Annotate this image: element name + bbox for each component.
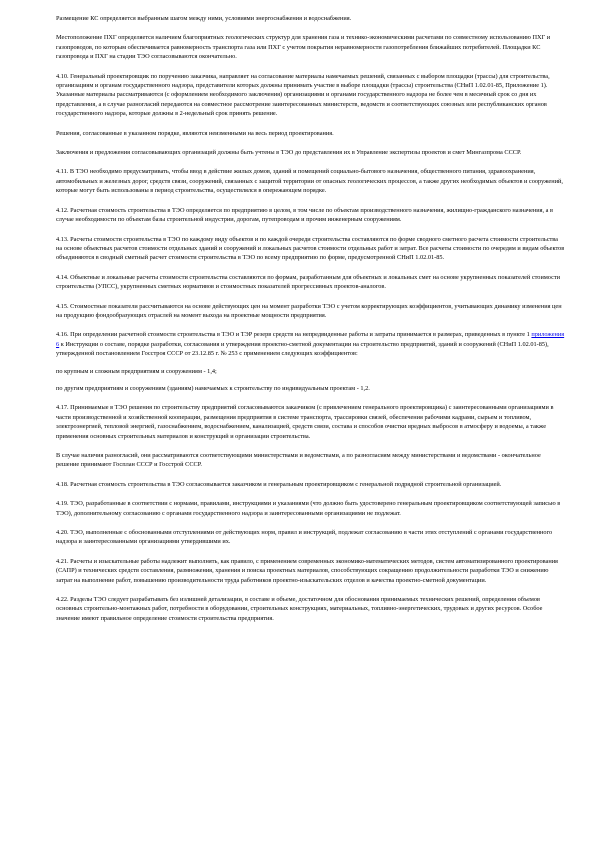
paragraph-decisions: Решения, согласованные в указанном порядке, являются неизменными на весь период проектирования. [56, 129, 334, 137]
paragraph-disagreements: В случае наличия разногласий, они рассматриваются соответствующими министерствами и ведомствами, а по разногласиям между министерствами и ведомствами - окончательное решение принимают Госплан СССР и Госстрой СССР. [56, 452, 541, 469]
paragraph-4-21: 4.21. Расчеты и изыскательные работы надлежит выполнять, как правило, с применением современных экономико-математических методов, систем автоматизированного проектирования (САПР) и технических средств составления, размножения, хранения и поиска проектных материалов, способствующих сокращению продолжительности разработки ТЭО и снижению затрат на выполнение работ, повышению производительности труда работников проектно-изыскательских отделов и качества проектно-сметной документации. [56, 557, 558, 584]
appendix-6-link[interactable]: приложения 6 [56, 331, 565, 348]
paragraph-conclusions: Заключения и предложения согласовывающих организаций должны быть учтены в ТЭО до представления их в Управление экспертизы проектов и смет Мингазпрома СССР. [56, 149, 522, 157]
paragraph-1: Размещение КС определяется выбранным шагом между ними, условиями энергоснабжения и водоснабжения. [56, 15, 352, 22]
paragraph-4-18: 4.18. Расчетная стоимость строительства в ТЭО согласовывается заказчиком и генеральным проектировщиком с генеральной подрядной строительной организацией. [56, 480, 502, 488]
paragraph-4-10: 4.10. Генеральный проектировщик по поручению заказчика, направляет на согласование материалы намечаемых решений, связанных с выбором площадки (трассы) для строительства, организациям и органам государственного надзора, представители которых должны принимать участие в выборе площадки (трассы) строительства (СНиП 1.02.01-85, Приложение 1). Указанные материалы рассматриваются (с оформлением необходимого заключения) организациями и органами государственного надзора не более чем в месячный срок со дня их представления, а в случае разногласий передаются на совместное рассмотрение заинтересованных министерств, ведомств и соответствующих союзных или республиканских органов государственного надзора, которые должны в 2-недельный срок принять решение. [56, 72, 550, 118]
paragraph-4-20: 4.20. ТЭО, выполненные с обоснованными отступлениями от действующих норм, правил и инструкций, подлежат согласованию в части этих отступлений с органами государственного надзора и заинтересованными организациями утвердившими их. [56, 529, 553, 546]
paragraph-4-17: 4.17. Принимаемые в ТЭО решения по строительству предприятий согласовываются заказчиком (с привлечением генерального проектировщика) с заинтересованными организациями в части производственной и хозяйственной кооперации, размещения предприятия в системе транспорта, трассировки связей, обеспечения рабочими кадрами, сырьем и топливом, электроэнергией, тепловой энергией, газоснабжением, водоснабжением, канализацией, средств связи, состава и способов очистки вредных выбросов в атмосферу и водоемы, а также применения основных строительных материалов и конструкций и организации строительства. [56, 404, 554, 440]
paragraph-4-19: 4.19. ТЭО, разработанные в соответствии с нормами, правилами, инструкциями и указаниями (что должно быть удостоверено генеральным проектировщиком соответствующей записью в ТЭО), дополнительному согласованию с органами государственного надзора и заинтересованными организациями не подлежат. [56, 500, 561, 517]
paragraph-2: Местоположение ПХГ определяется наличием благоприятных геологических структур для хранения газа и технико-экономическими расчетами по совместному использованию ПХГ и газопроводов, по которым обеспечивается равномерность транспорта газа или ПХГ с учетом покрытия неравномерности газопотребления ближайших потребителей. Площадки КС газопровода и ПХГ на стадии ТЭО согласовываются окончательно. [56, 34, 551, 61]
paragraph-4-13: 4.13. Расчеты стоимости строительства в ТЭО по каждому виду объектов и по каждой очереди строительства составляются по форме сводного сметного расчета стоимости строительства на основе объектных расчетов стоимости отдельных зданий и сооружений и локальных расчетов стоимости отдельных работ и затрат. Все расчеты стоимости по очередям и видам объектов объединяются в сводный сметный расчет стоимости строительства в ТЭО по всему предприятию по форме, предусмотренной СНиП 1.02.01-85. [56, 235, 565, 262]
paragraph-4-14: 4.14. Объектные и локальные расчеты стоимости строительства составляются по формам, разработанным для объектных и локальных смет на основе укрупненных показателей стоимости строительства (УПСС), укрупненных сметных нормативов и стоимостных показателей прогрессивных проектов-аналогов. [56, 273, 561, 291]
paragraph-coef-1: по крупным и сложным предприятиям и сооружениям - 1,4; [56, 367, 217, 375]
paragraph-4-12: 4.12. Расчетная стоимость строительства в ТЭО определяется по предприятию в целом, в том числе по объектам производственного назначения, жилищно-гражданского назначения, а в случае необходимости по объектам базы строительной индустрии, дорогам, путепроводам и прочим инженерным сооружениям. [56, 206, 554, 224]
paragraph-4-16 [56, 330, 565, 358]
paragraph-4-22: 4.22. Разделы ТЭО следует разрабатывать без излишней детализации, в составе и объеме, достаточном для обоснования принимаемых технических решений, определения объемов основных строительно-монтажных работ, потребности в оборудовании, строительных конструкциях, материальных, топливно-энергетических, трудовых и других ресурсов. Особое значение имеют правильное определение стоимости строительства предприятия. [56, 596, 543, 622]
paragraph-4-15: 4.15. Стоимостные показатели рассчитываются на основе действующих цен на момент разработки ТЭО с учетом корректирующих коэффициентов, учитывающих динамику изменения цен на продукцию фондообразующих отраслей на момент выхода на проектные мощности предприятия. [56, 302, 562, 319]
paragraph-coef-2: по другим предприятиям и сооружениям (зданиям) намечаемых к строительству по индивидуальным проектам - 1,2. [56, 384, 370, 392]
paragraph-4-16-after: к Инструкции о составе, порядке разработки, согласования и утверждения проектно-сметной документации на строительство предприятий, зданий и сооружений (СНиП 1.02.01-85), утвержденной постановлением Госстроя СССР от 23.12.85 г. № 253 с применением следующих коэффициентов: [56, 340, 549, 358]
paragraph-4-16-before: 4.16. При определении расчетной стоимости строительства в ТЭО и ТЭР резерв средств на непредвиденные работы и затраты принимается в размерах, приведенных в пункте 1 [56, 331, 532, 339]
paragraph-4-11: 4.11. В ТЭО необходимо предусматривать, чтобы ввод в действие жилых домов, зданий и помещений социально-бытового назначения, общественного питания, здравоохранения, автомобильных и железных дорог, средств связи, сооружений, связанных с защитой территории от опасных геологических процессов, а также других необходимых объектов и сооружений, которые могут быть использованы в период строительства, осуществлялся в опережающем порядке. [56, 168, 563, 195]
